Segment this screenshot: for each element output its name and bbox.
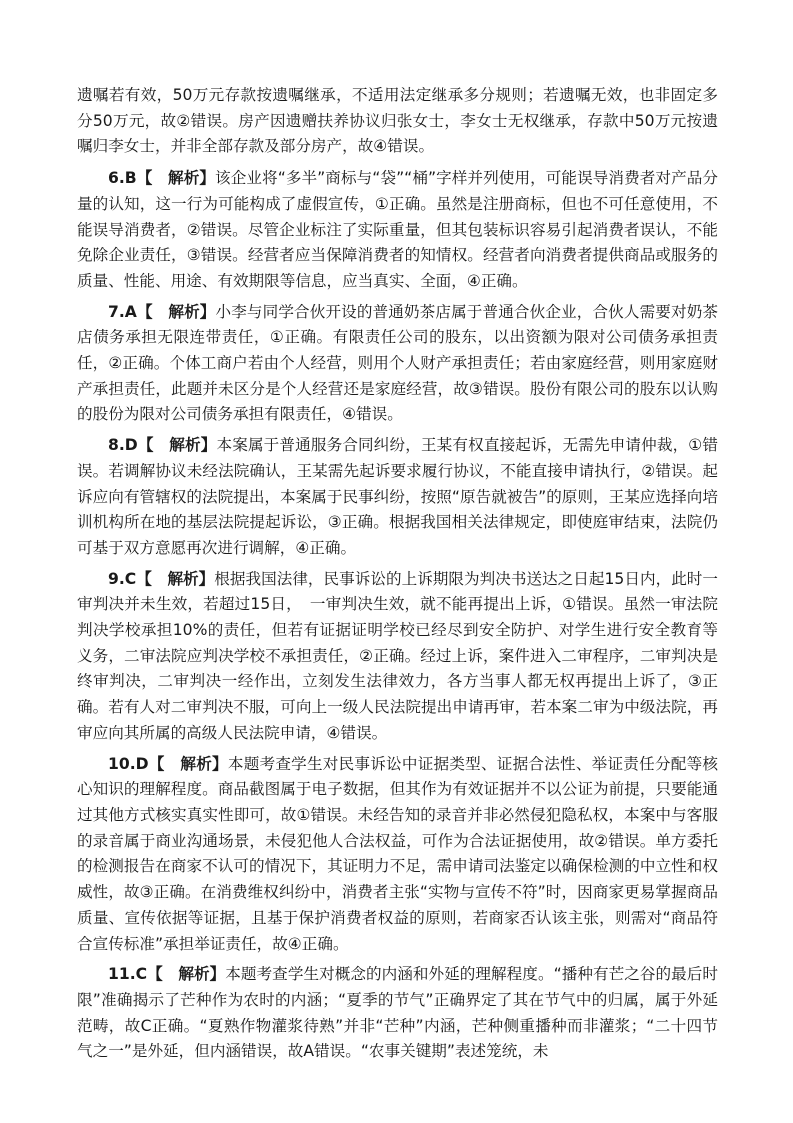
- answer-7: [77, 300, 718, 429]
- answer-label: 8.D【 解析】: [108, 436, 217, 455]
- answer-explanation: 小李与同学合伙开设的普通奶茶店属于普通合伙企业，合伙人需要对奶茶店债务承担无限连带责任，①正确。有限责任公司的股东，以出资额为限对公司债务承担责任，②正确。个体工商户若由个人经营，则用个人财产承担责任；若由家庭经营，则用家庭财产承担责任，此题并未区分是个人经营还是家庭经营，故③错误。股份有限公司的股东以认购的股份为限对公司债务承担有限责任，④错误。: [77, 302, 718, 424]
- answer-6: [77, 166, 718, 295]
- answer-10: [77, 752, 718, 958]
- answer-explanation: 本案属于普通服务合同纠纷，王某有权直接起诉，无需先申请仲裁，①错误。若调解协议未经法院确认，王某需先起诉要求履行协议，不能直接申请执行，②错误。起诉应向有管辖权的法院提出，本案属于民事纠纷，按照“原告就被告”的原则，王某应选择向培训机构所在地的基层法院提起诉讼，③正确。根据我国相关法律规定，即使庭审结束，法院仍可基于双方意愿再次进行调解，④正确。: [77, 436, 719, 557]
- answer-explanation: 该企业将“多半”商标与“袋”“桶”字样并列使用，可能误导消费者对产品分量的认知，这一行为可能构成了虚假宣传，①正确。虽然是注册商标，但也不可任意使用，不能误导消费者，②错误。尽管企业标注了实际重量，但其包装标识容易引起消费者误认，不能免除企业责任，③错误。经营者应当保障消费者的知情权。经营者向消费者提供商品或服务的质量、性能、用途、有效期限等信息，应当真实、全面，④正确。: [77, 169, 718, 290]
- answer-label: 6.B【 解析】: [108, 169, 216, 188]
- answer-11: [77, 962, 718, 1065]
- answer-8: [77, 433, 718, 562]
- paragraph-text: 遗嘱若有效，50万元存款按遗嘱继承，不适用法定继承多分规则；若遗嘱无效，也非固定多分50万元，故②错误。房产因遗赠扶养协议归张女士，李女士无权继承，存款中50万元按遗嘱归李女士，并非全部存款及部分房产，故④错误。: [77, 86, 718, 156]
- answer-label: 9.C【 解析】: [108, 569, 215, 588]
- answer-label: 10.D【 解析】: [108, 754, 228, 773]
- document-page: [77, 83, 718, 1070]
- answer-label: 11.C【 解析】: [108, 965, 226, 984]
- answer-9: [77, 567, 718, 747]
- answer-explanation: 本题考查学生对民事诉讼中证据类型、证据合法性、举证责任分配等核心知识的理解程度。商品截图属于电子数据，但其作为有效证据并不以公证为前提，只要能通过其他方式核实真实性即可，故①错误。未经告知的录音并非必然侵犯隐私权，本案中与客服的录音属于商业沟通场景，未侵犯他人合法权益，可作为合法证据使用，故②错误。单方委托的检测报告在商家不认可的情况下，其证明力不足，需申请司法鉴定以确保检测的中立性和权威性，故③正确。在消费维权纠纷中，消费者主张“实物与宣传不符”时，因商家更易掌握商品质量、宣传依据等证据，且基于保护消费者权益的原则，若商家否认该主张，则需对“商品符合宣传标准”承担举证责任，故④正确。: [77, 754, 718, 953]
- answer-explanation: 根据我国法律，民事诉讼的上诉期限为判决书送达之日起15日内，此时一审判决并未生效，若超过15日， 一审判决生效，就不能再提出上诉，①错误。虽然一审法院判决学校承担10%的责任，但若有证据证明学校已经尽到安全防护、对学生进行安全教育等义务，二审法院应判决学校不承担责任，②正确。经过上诉，案件进入二审程序，二审判决是终审判决，二审判决一经作出，立刻发生法律效力，各方当事人都无权再提出上诉了，③正确。若有人对二审判决不服，可向上一级人民法院提出申请再审，若本案二审为中级法院，再审应向其所属的高级人民法院申请，④错误。: [77, 569, 719, 742]
- paragraph-continuation: [77, 83, 718, 160]
- answer-label: 7.A【 解析】: [108, 302, 216, 321]
- answer-explanation: 本题考查学生对概念的内涵和外延的理解程度。“播种有芒之谷的最后时限”准确揭示了芒种作为农时的内涵；“夏季的节气”正确界定了其在节气中的归属，属于外延范畴，故C正确。“夏熟作物灌浆待熟”并非“芒种”内涵，芒种侧重播种而非灌浆；“二十四节气之一”是外延，但内涵错误，故A错误。“农事关键期”表述笼统，未: [77, 965, 718, 1061]
